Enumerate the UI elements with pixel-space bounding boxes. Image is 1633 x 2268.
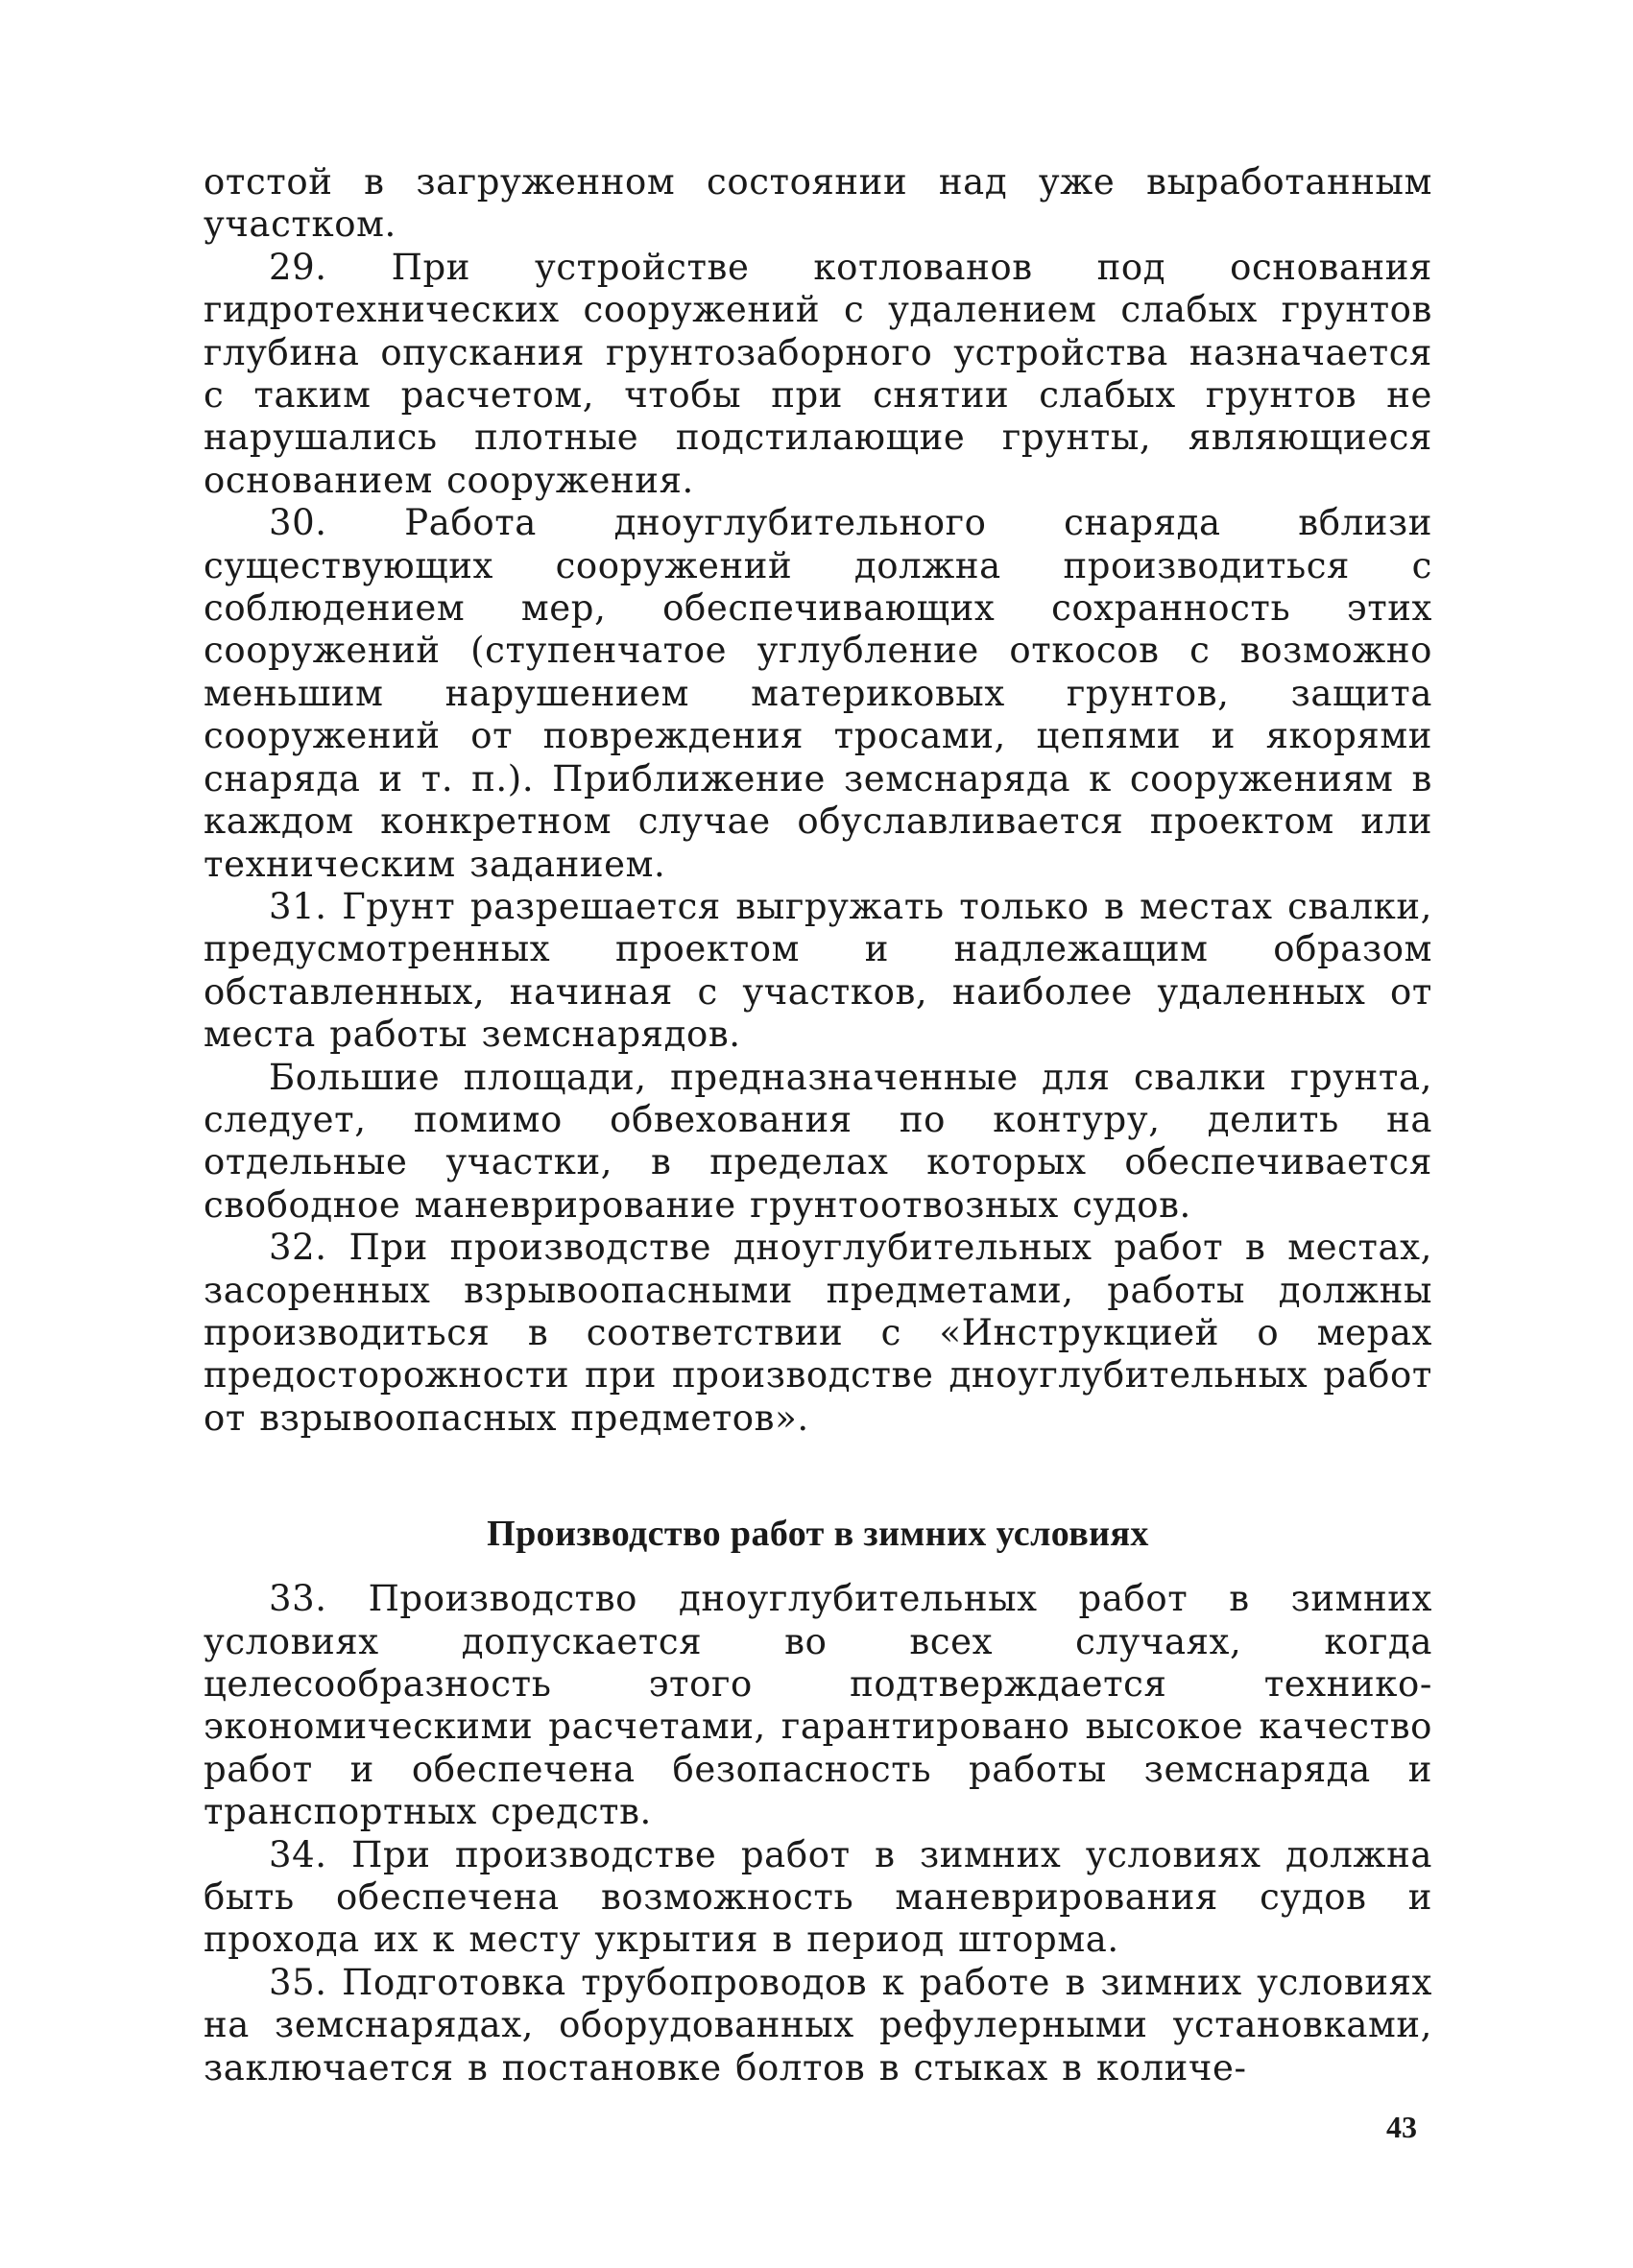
page-body — [204, 161, 1432, 2089]
paragraph-32: 32. При производстве дноуглубительных работ в местах, засоренных взрывоопасными предметами, работы должны производиться в соответствии с «Инструкцией о мерах предосторожности при производстве дноуглубительных работ от взрывоопасных предметов». — [204, 1227, 1432, 1439]
paragraph-continuation: отстой в загруженном состоянии над уже выработанным участком. — [204, 161, 1432, 246]
paragraph-30: 30. Работа дноуглубительного снаряда вблизи существующих сооружений должна производиться с соблюдением мер, обеспечивающих сохранность этих сооружений (ступенчатое углубление откосов с возможно меньшим нарушением материковых грунтов, защита сооружений от повреждения тросами, цепями и якорями снаряда и т. п.). Приближение земснаряда к сооружениям в каждом конкретном случае обуславливается проектом или техническим заданием. — [204, 502, 1432, 885]
paragraph-29: 29. При устройстве котлованов под основания гидротехнических сооружений с удалением слабых грунтов глубина опускания грунтозаборного устройства назначается с таким расчетом, чтобы при снятии слабых грунтов не нарушались плотные подстилающие грунты, являющиеся основанием сооружения. — [204, 246, 1432, 501]
paragraph-35: 35. Подготовка трубопроводов к работе в зимних условиях на земснарядах, оборудованных рефулерными установками, заключается в постановке болтов в стыках в количе- — [204, 1961, 1432, 2089]
section-heading: Производство работ в зимних условиях — [487, 1514, 1149, 1555]
paragraph-33: 33. Производство дноуглубительных работ в зимних условиях допускается во всех случаях, когда целесообразность этого подтверждается технико-экономическими расчетами, гарантировано высокое качество работ и обеспечена безопасность работы земснаряда и транспортных средств. — [204, 1578, 1432, 1833]
paragraph-34: 34. При производстве работ в зимних условиях должна быть обеспечена возможность маневрирования судов и прохода их к месту укрытия в период шторма. — [204, 1833, 1432, 1961]
page-number: 43 — [1386, 2110, 1417, 2144]
paragraph-31-continued: Большие площади, предназначенные для свалки грунта, следует, помимо обвехования по контуру, делить на отдельные участки, в пределах которых обеспечивается свободное маневрирование грунтоотвозных судов. — [204, 1056, 1432, 1226]
paragraph-31: 31. Грунт разрешается выгружать только в местах свалки, предусмотренных проектом и надлежащим образом обставленных, начиная с участков, наиболее удаленных от места работы земснарядов. — [204, 885, 1432, 1056]
